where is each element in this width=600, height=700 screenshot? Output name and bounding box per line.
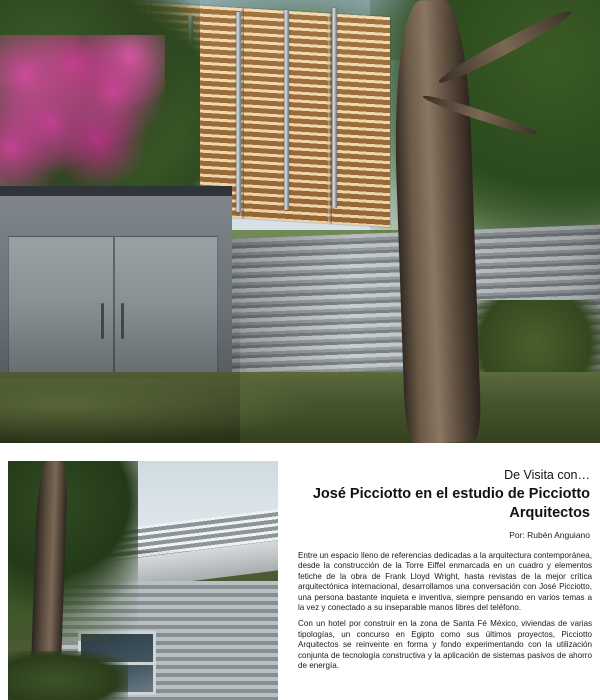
steel-post [332, 8, 337, 208]
article-kicker: De Visita con… [504, 468, 590, 482]
bougainvillea-flowers [0, 35, 165, 195]
tree-canopy [8, 461, 138, 641]
article-byline: Por: Rubén Anguiano [509, 530, 590, 540]
steel-post [236, 12, 241, 212]
shrub [8, 651, 128, 700]
article-body [298, 551, 594, 700]
article-headline: José Picciotto en el estudio de Picciotto Arquitectos [312, 486, 590, 521]
steel-post [284, 10, 289, 210]
article-paragraph: Entre un espacio lleno de referencias dedicadas a la arquitectura contemporánea, desde la construcción de la Torre Eiffel enmarcada en un cuadro y elementos fetiche de la obra de Frank Lloyd Wright, hasta revistas de la mejor crítica arquitectónica internacional, desarrollamos una conversación con José Picciotto, una persona bastante inquieta e inventiva, siempre pensando en varios temas a la vez y conectado a su inseparable manos libres del teléfono. [298, 551, 592, 613]
wall-shadow [0, 300, 240, 443]
page-gutter [0, 443, 600, 461]
article-text-block [298, 461, 594, 700]
building-facade-detail-photo [8, 461, 278, 700]
article-paragraph: Con un hotel por construir en la zona de Santa Fé México, viviendas de varias tipologías, un concurso en Egipto como sus últimos proyectos, Picciotto Arquitectos se reinvente en forma y fondo experimentando con la utilización conjunta de tecnología constructiva y la aplicación de sistemas pasivos de ahorro de energía. [298, 619, 592, 671]
